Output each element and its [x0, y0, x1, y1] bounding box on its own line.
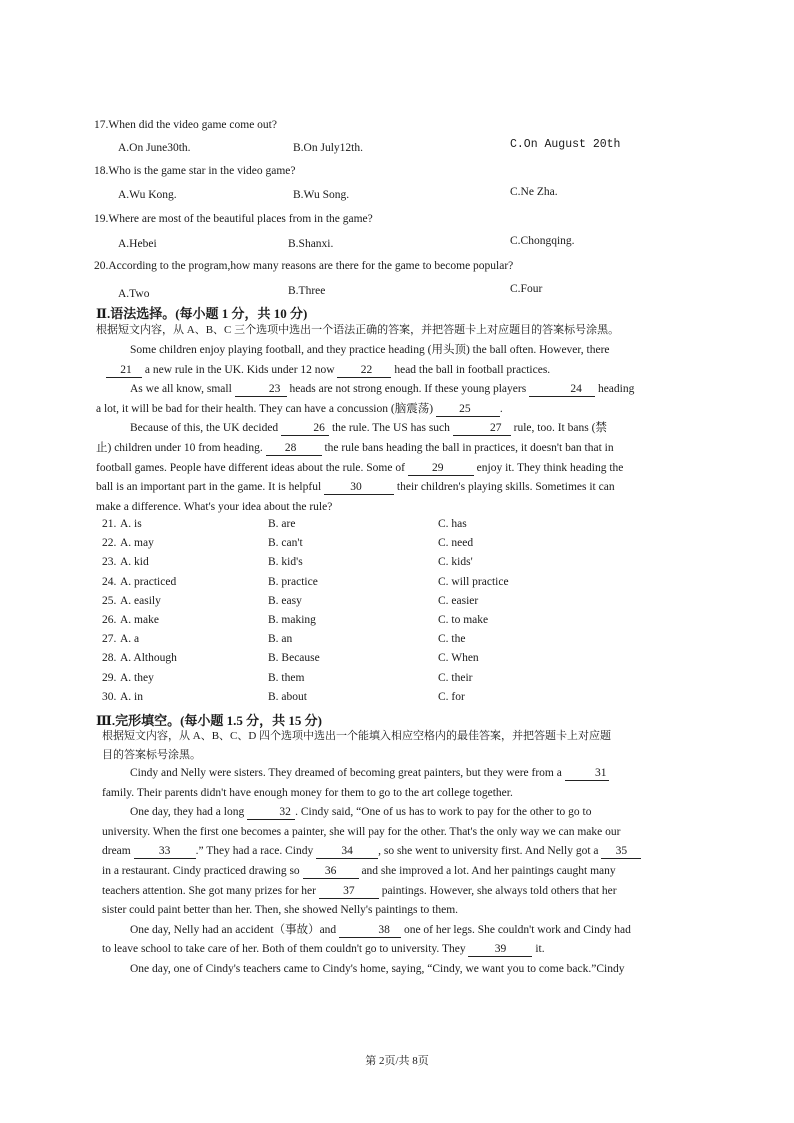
q20-option-c: C.Four: [510, 283, 543, 295]
q19-option-c: C.Chongqing.: [510, 235, 575, 247]
blank-31: 31: [565, 767, 609, 781]
option-b: B. easy: [268, 594, 302, 607]
blank-39: 39: [468, 943, 532, 957]
option-number: 30.: [102, 690, 117, 703]
blank-36: 36: [303, 865, 359, 879]
option-b: B. making: [268, 614, 316, 626]
grammar-passage: Some children enjoy playing football, and they practice heading (用头顶) the ball often. However, there 21 a new rule in the UK. Kids under 12 now 22 head the ball in football practices. As we all know, small 23 heads are not strong enough. If these young players 24 heading a lot, it will be bad for their health. They can have a concussion (脑震荡) 25 . Because of this, the UK decided 26 the rule. The US has such 27 rule, too. It bans (禁 止) children under 10 from heading. 28 the rule bans heading the ball in practices, it doesn't ban that in football games. People have different ideas about the rule. Some of 29 enjoy it. They think heading the ball is an important part in the game. It is helpful 30 their children's playing skills. Sometimes it can make a difference. What's your idea about the rule?: [96, 344, 635, 513]
option-number: 22.: [102, 537, 117, 550]
blank-35: 35: [601, 845, 641, 859]
option-b: B. practice: [268, 575, 318, 588]
option-number: 23.: [102, 556, 117, 569]
q17-option-c: C.On August 20th: [510, 138, 621, 151]
option-a: A. a: [120, 633, 140, 646]
question-17: 17.When did the video game come out?: [94, 119, 277, 131]
blank-38: 38: [339, 924, 401, 938]
blank-21: 21: [106, 364, 142, 378]
q18-option-a: A.Wu Kong.: [118, 189, 177, 201]
question-19: 19.Where are most of the beautiful places from in the game?: [94, 213, 373, 225]
option-c: C. their: [438, 671, 473, 684]
option-c: C. easier: [438, 594, 479, 607]
q19-option-a: A.Hebei: [118, 238, 157, 250]
question-18: 18.Who is the game star in the video game?: [94, 165, 296, 177]
option-c: C. has: [438, 518, 467, 530]
option-a: A. is: [120, 518, 142, 530]
option-b: B. about: [268, 690, 307, 703]
option-number: 24.: [102, 575, 117, 588]
option-a: A. kid: [120, 556, 149, 569]
blank-33: 33: [134, 845, 196, 859]
grammar-instruction: 根据短文内容，从 A、B、C 三个选项中选出一个语法正确的答案，并把答题卡上对应题目的答案标号涂黑。: [96, 324, 620, 336]
blank-26: 26: [281, 422, 329, 436]
blank-27: 27: [453, 422, 511, 436]
blank-22: 22: [337, 364, 391, 378]
blank-28: 28: [266, 442, 322, 456]
option-c: C. will practice: [438, 575, 509, 588]
page-footer: 第 2页/共 8页: [365, 1055, 429, 1067]
blank-34: 34: [316, 845, 378, 859]
option-a: A. practiced: [120, 575, 177, 588]
option-a: A. in: [120, 690, 143, 703]
blank-32: 32: [247, 806, 295, 820]
question-20: 20.According to the program,how many reasons are there for the game to become popular?: [94, 260, 514, 272]
option-a: A. make: [120, 614, 159, 626]
option-a: A. they: [120, 671, 154, 684]
option-number: 28.: [102, 652, 117, 665]
blank-25: 25: [436, 403, 500, 417]
cloze-passage: Cindy and Nelly were sisters. They dreamed of becoming great painters, but they were from a 31 family. Their parents didn't have enough money for them to go to the art college together. One day, they had a long 32 . Cindy said, “One of us has to work to pay for the other to go to university. When the first one becomes a painter, she will pay for the other. That's the only way we can make our dream 33 .” They had a race. Cindy 34 , so she went to university first. And Nelly got a 35 in a restaurant. Cindy practiced drawing so 36 and she improved a lot. And her paintings caught many teachers attention. She got many prizes for her 37 paintings. However, she always told others that her sister could paint better than her. Then, she showed Nelly's paintings to them. One day, Nelly had an accident（事故）and 38 one of her legs. She couldn't work and Cindy had to leave school to take care of her. Both of them couldn't go to university. They 39 it. One day, one of Cindy's teachers came to Cindy's home, saying, “Cindy, we want you to come back.”Cindy: [102, 764, 696, 980]
blank-23: 23: [235, 383, 287, 397]
option-number: 25.: [102, 594, 117, 607]
blank-37: 37: [319, 885, 379, 899]
cloze-instruction-2: 目的答案标号涂黑。: [102, 749, 201, 761]
option-b: B. can't: [268, 537, 303, 550]
option-number: 26.: [102, 614, 117, 626]
option-c: C. need: [438, 537, 474, 550]
option-c: C. for: [438, 690, 465, 703]
option-b: B. them: [268, 671, 305, 684]
option-b: B. Because: [268, 652, 320, 665]
q17-option-a: A.On June30th.: [118, 142, 191, 154]
option-c: C. kids': [438, 556, 473, 569]
option-c: C. to make: [438, 614, 489, 626]
option-number: 29.: [102, 671, 117, 684]
option-c: C. When: [438, 652, 479, 665]
q18-option-c: C.Ne Zha.: [510, 186, 558, 198]
option-b: B. an: [268, 633, 293, 646]
blank-29: 29: [408, 462, 474, 476]
grammar-section-title: Ⅱ.语法选择。(每小题 1 分，共 10 分): [96, 306, 308, 321]
q19-option-b: B.Shanxi.: [288, 238, 334, 250]
option-a: A. Although: [120, 652, 177, 665]
q18-option-b: B.Wu Song.: [293, 189, 350, 201]
q17-option-b: B.On July12th.: [293, 142, 363, 154]
q20-option-b: B.Three: [288, 285, 326, 297]
option-b: B. are: [268, 518, 296, 530]
cloze-instruction-1: 根据短文内容，从 A、B、C、D 四个选项中选出一个能填入相应空格内的最佳答案，并把答题卡上对应题: [102, 730, 612, 742]
option-a: A. easily: [120, 594, 161, 607]
option-c: C. the: [438, 633, 466, 646]
option-number: 27.: [102, 633, 117, 646]
cloze-section-title: Ⅲ.完形填空。(每小题 1.5 分，共 15 分): [96, 713, 322, 728]
blank-24: 24: [529, 383, 595, 397]
option-b: B. kid's: [268, 556, 303, 569]
option-a: A. may: [120, 537, 154, 550]
blank-30: 30: [324, 481, 394, 495]
q20-option-a: A.Two: [118, 288, 150, 300]
option-number: 21.: [102, 518, 117, 530]
